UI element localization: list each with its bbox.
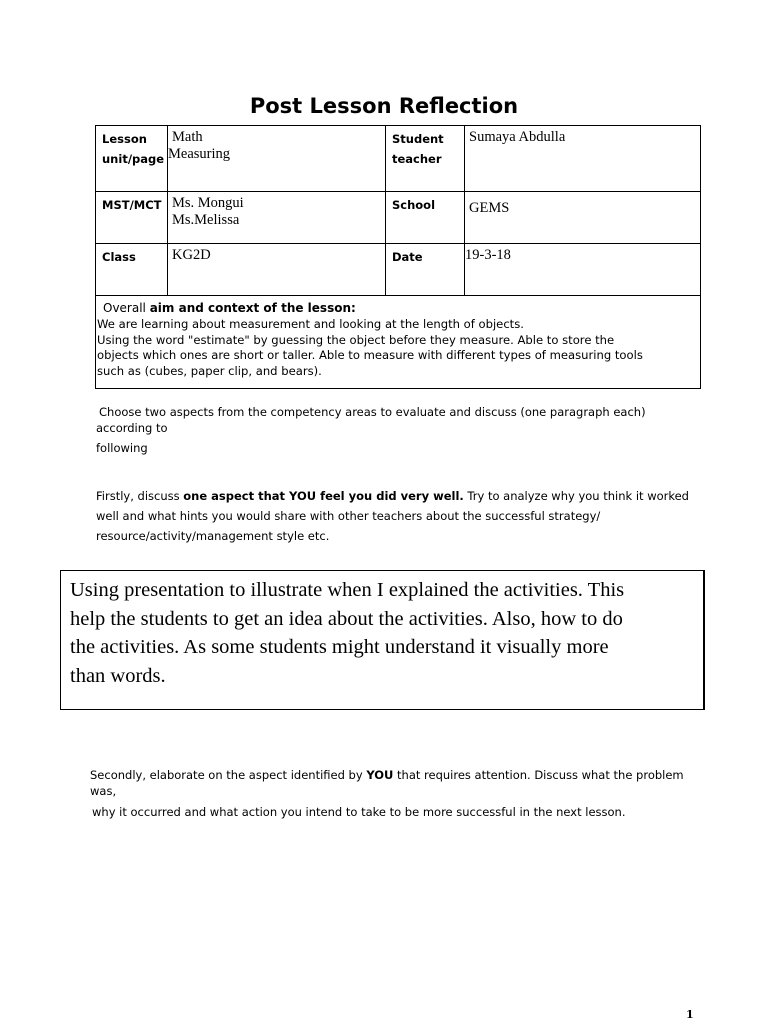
student-label (386, 126, 465, 192)
aim-heading-colon: : (351, 301, 356, 315)
first-prompt-line3: resource/activity/management style etc. (96, 529, 330, 543)
page-number: 1 (686, 1008, 694, 1021)
answer-line: Using presentation to illustrate when I explained the activities. This (70, 579, 625, 601)
lesson-label (96, 126, 168, 192)
lesson-topic: Measuring (168, 146, 231, 162)
choose-instruction-line3: following (96, 441, 148, 455)
first-prompt-line2: well and what hints you would share with other teachers about the successful strategy/ (96, 509, 601, 523)
second-prompt-line3: why it occurred and what action you intend to take to be more successful in the next lesson. (92, 805, 626, 819)
second-prompt-line1 (90, 765, 684, 785)
first-prompt-pre: Firstly, discuss (96, 489, 184, 503)
student-label-line1: Student (392, 132, 444, 146)
lesson-label-line2: unit/page (102, 152, 165, 166)
table-row (96, 244, 701, 296)
answer-text-1 (70, 576, 710, 690)
second-prompt-pre: Secondly, elaborate on the aspect identified by (90, 768, 367, 782)
answer-line: help the students to get an idea about the activities. Also, how to do (70, 607, 623, 630)
table-row (96, 192, 701, 244)
aim-heading (96, 299, 700, 317)
school-value: GEMS (465, 192, 701, 244)
mst-value (168, 192, 386, 244)
mst-label: MST/MCT (96, 192, 168, 244)
date-label: Date (386, 244, 465, 296)
second-prompt-line2: was, (90, 784, 117, 798)
lesson-info-table (95, 125, 701, 389)
aim-text-line: Using the word "estimate" by guessing the object before they measure. Able to store the (97, 332, 615, 347)
class-value: KG2D (168, 244, 386, 296)
student-value (465, 126, 701, 192)
first-prompt-line1 (96, 486, 689, 506)
school-label: School (386, 192, 465, 244)
student-label-line2: teacher (392, 152, 442, 166)
page-title: Post Lesson Reflection (249, 94, 519, 118)
aim-text (96, 317, 700, 379)
table-row (96, 296, 701, 389)
aim-cell (96, 296, 701, 389)
answer-line: than words. (70, 664, 166, 687)
aim-text-line: objects which ones are short or taller. Able to measure with different types of measuring tools (97, 348, 643, 362)
answer-line: the activities. As some students might understand it visually more (70, 636, 609, 658)
aim-text-line: We are learning about measurement and looking at the length of objects. (97, 317, 524, 331)
first-prompt-bold: one aspect that YOU feel you did very well. (183, 489, 464, 503)
choose-instruction-line2: according to (96, 421, 168, 435)
class-label: Class (96, 244, 168, 296)
lesson-subject: Math (172, 129, 203, 145)
mst-name-1: Ms. Mongui (172, 195, 244, 211)
aim-heading-bold: aim and context of the lesson (149, 301, 351, 315)
aim-heading-plain: Overall (103, 301, 150, 315)
second-prompt-bold: YOU (366, 768, 394, 782)
table-row (96, 126, 701, 192)
lesson-label-line1: Lesson (102, 132, 147, 146)
date-value: 19-3-18 (465, 244, 701, 296)
student-name: Sumaya Abdulla (469, 129, 566, 145)
lesson-value (168, 126, 386, 192)
aim-text-line: such as (cubes, paper clip, and bears). (97, 363, 322, 378)
choose-instruction-line1: Choose two aspects from the competency areas to evaluate and discuss (one paragraph each) (99, 405, 646, 419)
second-prompt-post: that requires attention. Discuss what the problem (393, 768, 684, 782)
mst-name-2: Ms.Melissa (172, 212, 240, 228)
first-prompt-post: Try to analyze why you think it worked (463, 489, 689, 503)
